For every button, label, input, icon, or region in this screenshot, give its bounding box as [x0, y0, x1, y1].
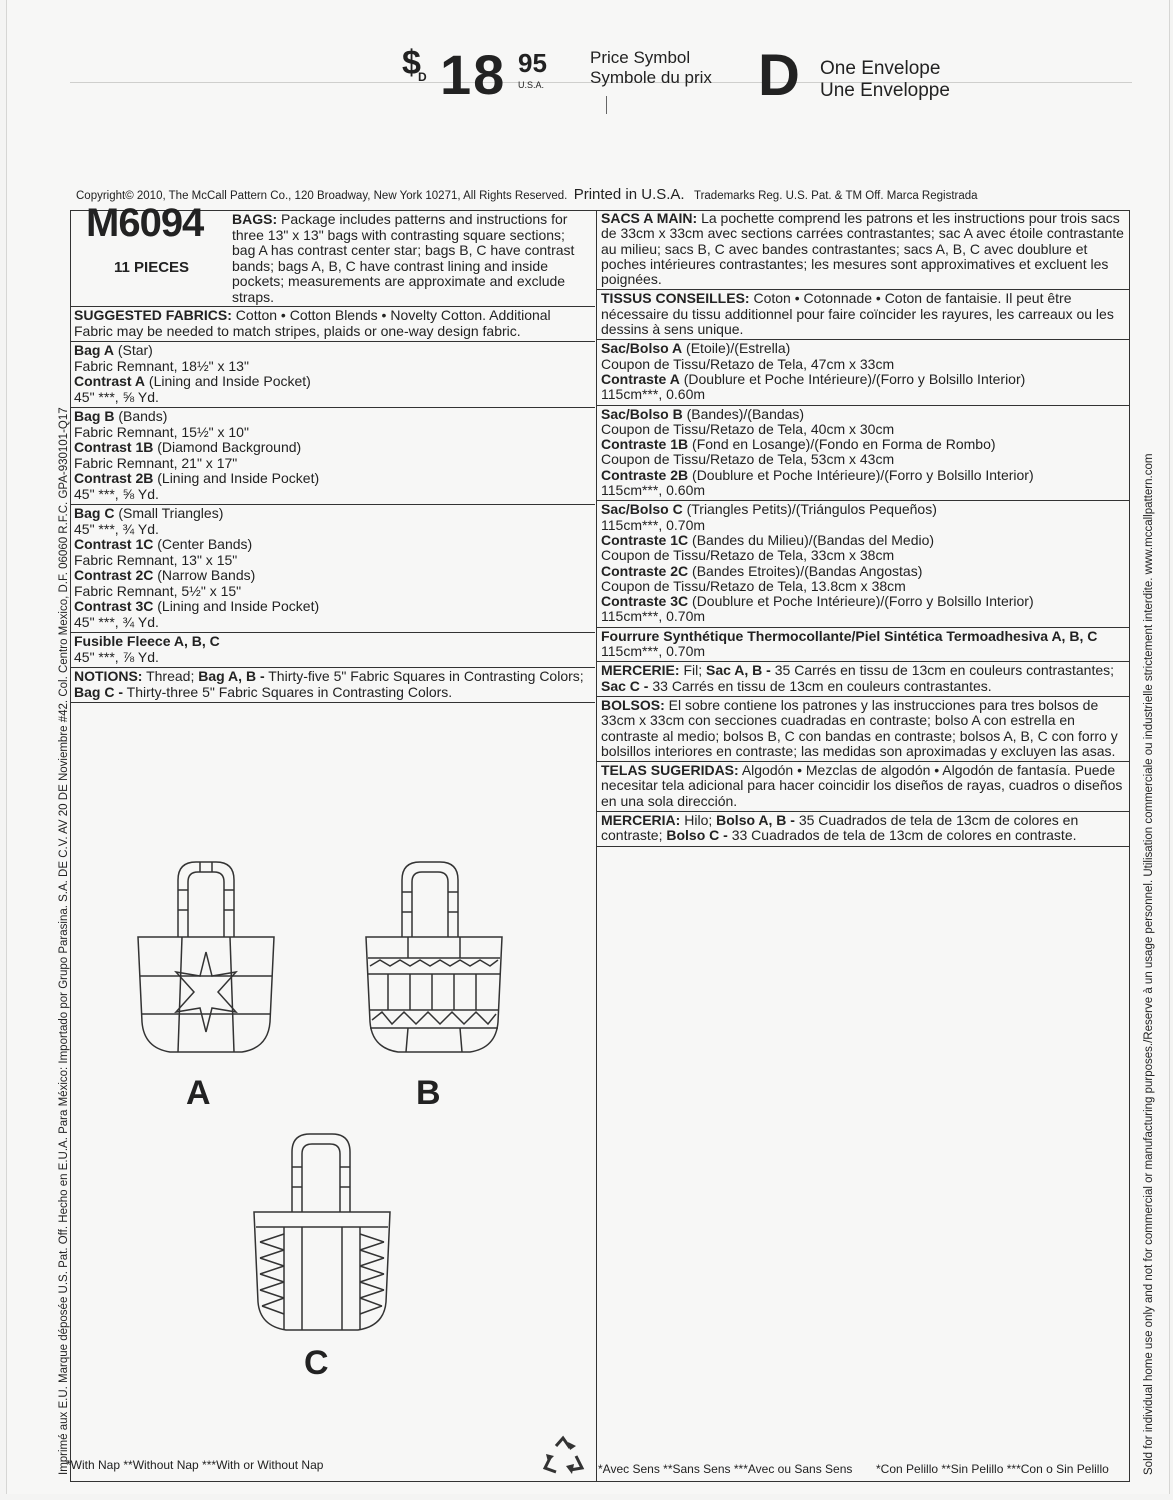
- yardage-line: [601, 341, 1127, 356]
- yardage-line-label: Fusible Fleece A, B, C: [74, 633, 220, 649]
- bag-label-c: C: [304, 1344, 329, 1382]
- yardage-line-text: (Bandes du Milieu)/(Bandas del Medio): [688, 531, 935, 548]
- yardage-line-label: Contrast A: [74, 373, 146, 389]
- price-currency: D: [418, 70, 427, 84]
- pattern-code: M6094: [86, 201, 204, 245]
- yardage-line: [601, 483, 1127, 498]
- yardage-line-text: (Doublure et Poche Intérieure)/(Forro y Bolsillo Interior): [688, 466, 1034, 483]
- yardage-line-label: Bag B: [74, 408, 115, 424]
- yardage-line-text: 115cm***, 0.60m: [601, 386, 706, 403]
- recycle-icon: [540, 1436, 586, 1476]
- yardage-block: [597, 406, 1130, 502]
- tissus-text: Coton • Cotonnade • Coton de fantaisie. Il peut être nécessaire du tissu additionnel pour faire coïncider les rayures, les carreaux ou les dessins à sens unique.: [601, 290, 1114, 338]
- merceria-bolso-ab: Bolso A, B -: [716, 811, 795, 828]
- footnote-pelillo: *Con Pelillo **Sin Pelillo ***Con o Sin Pelillo: [876, 1462, 1109, 1476]
- yardage-line-text: (Diamond Background): [153, 439, 302, 455]
- pattern-header: [70, 201, 595, 307]
- bag-drawings: [70, 712, 596, 1452]
- yardage-line-label: Contraste 3C: [601, 593, 689, 610]
- bag-illustrations: [70, 712, 596, 1452]
- bags-label: BAGS:: [232, 211, 278, 227]
- yardage-line-text: 115cm***, 0.70m: [601, 643, 706, 660]
- yardage-line: [601, 387, 1127, 402]
- price-symbol-letter: D: [758, 43, 800, 108]
- yardage-line-text: (Lining and Inside Pocket): [153, 598, 320, 614]
- yardage-line-text: Coupon de Tissu/Retazo de Tela, 13.8cm x 38cm: [601, 577, 906, 594]
- yardage-line: [601, 357, 1127, 372]
- yardage-line-label: Contraste 1B: [601, 436, 689, 453]
- yardage-line-text: Fabric Remnant, 5½" x 15": [74, 582, 242, 599]
- copyright-text: Copyright© 2010, The McCall Pattern Co., 120 Broadway, New York 10271, All Rights Reserved.: [76, 190, 568, 202]
- bags-text: Package includes patterns and instructions for three 13" x 13" bags with contrasting square sections; bag A has contrast center star; bags B, C have contrast bands; bags A, B, C have contrast lining and inside pockets; measurements are approximate and exclude straps.: [232, 211, 575, 305]
- yardage-line-text: 45" ***, ¾ Yd.: [74, 520, 159, 537]
- yardage-line: [601, 533, 1127, 548]
- yardage-block: [70, 408, 595, 505]
- copyright-line: [76, 186, 978, 203]
- yardage-line: [74, 471, 592, 487]
- yardage-line: [74, 456, 592, 472]
- envelope-count-fr: Une Enveloppe: [820, 80, 950, 101]
- notions-text-ab: Thirty-five 5" Fabric Squares in Contrasting Colors;: [264, 668, 584, 684]
- yardage-line-label: Contrast 1C: [74, 536, 154, 552]
- bag-c-drawing: [254, 1134, 390, 1330]
- mercerie-sac-c: Sac C -: [601, 677, 649, 694]
- yardage-line-text: (Lining and Inside Pocket): [145, 373, 311, 389]
- yardage-line-label: Contrast 2B: [74, 470, 154, 486]
- yardage-line: [601, 644, 1127, 659]
- yardage-block: [70, 505, 595, 633]
- yardage-line-text: Fabric Remnant, 15½" x 10": [74, 423, 249, 440]
- yardage-line-label: Contrast 2C: [74, 567, 154, 583]
- yardage-line-text: Coupon de Tissu/Retazo de Tela, 53cm x 43cm: [601, 451, 895, 468]
- bolsos-label: BOLSOS:: [601, 696, 665, 713]
- yardage-block: [597, 501, 1130, 627]
- telas-text: Algodón • Mezclas de algodón • Algodón de fantasía. Puede necesitar tela adicional para hacer coincidir los diseños de rayas, cuadros o diseños en una sola dirección.: [601, 762, 1123, 809]
- footnote-nap: *With Nap **Without Nap ***With or Without Nap: [66, 1458, 324, 1472]
- yardage-line-label: Sac/Bolso A: [601, 340, 683, 357]
- notions-label: NOTIONS:: [74, 668, 143, 684]
- price-header: [400, 40, 1100, 108]
- yardage-line-label: Sac/Bolso B: [601, 405, 683, 422]
- yardage-line: [601, 579, 1127, 594]
- merceria: [597, 812, 1130, 847]
- yardage-line: [74, 425, 592, 441]
- yardage-line: [74, 537, 592, 553]
- yardage-line-text: 45" ***, ¾ Yd.: [74, 613, 159, 630]
- yardage-line-label: Contrast 1B: [74, 439, 154, 455]
- footnote-sens: *Avec Sens **Sans Sens ***Avec ou Sans Sens: [598, 1462, 853, 1476]
- bags-description: [232, 212, 592, 305]
- yardage-line: [601, 564, 1127, 579]
- envelope-count-en: One Envelope: [820, 58, 941, 79]
- yardage-line-text: (Fond en Losange)/(Fondo en Forma de Rombo): [688, 436, 996, 453]
- yardage-line-label: Contraste 2C: [601, 562, 689, 579]
- notions-bag-c: Bag C -: [74, 683, 123, 700]
- flap-notch: [606, 96, 607, 114]
- yardage-line-text: 45" ***, ⅝ Yd.: [74, 388, 159, 405]
- yardage-sections: [70, 342, 595, 668]
- printed-in: Printed in U.S.A.: [573, 186, 685, 203]
- pattern-pieces: 11 PIECES: [114, 259, 190, 276]
- yardage-line: [74, 568, 592, 584]
- yardage-line: [74, 650, 592, 666]
- sacs-a-main: [597, 210, 1130, 290]
- yardage-line-text: Coupon de Tissu/Retazo de Tela, 33cm x 38cm: [601, 547, 895, 564]
- yardage-line-text: Fabric Remnant, 18½" x 13": [74, 357, 249, 374]
- yardage-line: [74, 359, 592, 375]
- yardage-line-text: (Lining and Inside Pocket): [153, 470, 320, 486]
- yardage-line: [74, 506, 592, 522]
- yardage-line: [74, 390, 592, 406]
- notions-bag-ab: Bag A, B -: [198, 668, 265, 684]
- yardage-line: [74, 615, 592, 631]
- price-amount: 18: [440, 43, 507, 106]
- yardage-line-text: 45" ***, ⅝ Yd.: [74, 485, 159, 502]
- yardage-line-text: (Bandes Etroites)/(Bandas Angostas): [688, 562, 923, 579]
- yardage-block: [597, 340, 1130, 405]
- merceria-text-ab: 35 Cuadrados de tela de 13cm de colores en contraste;: [601, 811, 1079, 844]
- yardage-line: [601, 468, 1127, 483]
- mercerie-label: MERCERIE:: [601, 662, 680, 679]
- yardage-line: [74, 487, 592, 503]
- yardage-line: [74, 599, 592, 615]
- yardage-line: [74, 343, 592, 359]
- telas-label: TELAS SUGERIDAS:: [601, 762, 739, 779]
- fabrics-text: Cotton • Cotton Blends • Novelty Cotton. Additional Fabric may be needed to match stripes, plaids or one-way design fabric.: [74, 307, 551, 339]
- sacs-label: SACS A MAIN:: [601, 210, 698, 226]
- yardage-line-text: 115cm***, 0.60m: [601, 482, 706, 499]
- yardage-line-label: Contraste 2B: [601, 466, 689, 483]
- yardage-line: [74, 374, 592, 390]
- yardage-line-label: Contraste A: [601, 370, 680, 387]
- mercerie-text: Fil;: [679, 662, 707, 679]
- yardage-line-label: Contraste 1C: [601, 531, 689, 548]
- price-dollar-sign: $: [402, 44, 421, 82]
- yardage-line-label: Bag A: [74, 342, 114, 358]
- mercerie-sac-ab: Sac A, B -: [706, 662, 771, 679]
- yardage-line-text: (Center Bands): [153, 536, 253, 552]
- side-text-left: Imprimé aux E.U. Marque déposée U.S. Pat. Off. Hecho en E.U.A. Para México: Importado por Grupo Parasina. S.A. DE C.V. AV 20 DE Noviembre #42. Col. Centro Mexico, D.F. 06060 R.F.C. GPA-930101-Q17: [58, 407, 70, 1475]
- price-usa: U.S.A.: [518, 80, 545, 90]
- yardage-line-text: Coupon de Tissu/Retazo de Tela, 40cm x 30cm: [601, 420, 895, 437]
- merceria-text-c: 33 Cuadrados de tela de 13cm de colores en contraste.: [727, 827, 1077, 844]
- bag-label-b: B: [416, 1074, 441, 1112]
- yardage-line: [601, 372, 1127, 387]
- yardage-line-text: (Triangles Petits)/(Triángulos Pequeños): [682, 501, 937, 518]
- trademark-text: Trademarks Reg. U.S. Pat. & TM Off. Marca Registrada: [693, 190, 978, 202]
- price-cents: 95: [518, 48, 547, 78]
- yardage-line: [601, 594, 1127, 609]
- sacs-text: La pochette comprend les patrons et les instructions pour trois sacs de 33cm x 33cm avec sections carrées contrastantes; sac A avec étoile contrastante au milieu; sacs B, C avec bandes contrastantes; sacs A, B, C avec doublure et poches intérieures contrastantes; les mesures sont approximatives et excluent les poignées.: [601, 210, 1124, 288]
- mercerie-text-ab: 35 Carrés en tissu de 13cm en couleurs contrastantes;: [770, 662, 1115, 679]
- yardage-line: [601, 548, 1127, 563]
- yardage-line: [74, 584, 592, 600]
- bolsos: [597, 697, 1130, 762]
- bolsos-text: El sobre contiene los patrones y las instrucciones para tres bolsos de 33cm x 33cm con secciones cuadradas en contraste; bolso A con estrella en contraste al medio; bolsos B, C con bandas en contraste; bolsos A, B, C con forro y bolsillos interiores en contraste; las medidas son aproximadas y excluyen las asas.: [601, 696, 1118, 759]
- notions: [70, 668, 595, 703]
- tissus-label: TISSUS CONSEILLES:: [601, 290, 750, 307]
- yardage-block: [70, 633, 595, 668]
- merceria-label: MERCERIA:: [601, 811, 681, 828]
- yardage-line-text: Coupon de Tissu/Retazo de Tela, 47cm x 33cm: [601, 355, 895, 372]
- yardage-line-text: (Bands): [114, 408, 168, 424]
- price-symbol-label-en: Price Symbol: [590, 48, 691, 67]
- notions-text: Thread;: [142, 668, 199, 684]
- yardage-line-text: (Doublure et Poche Intérieure)/(Forro y Bolsillo Interior): [688, 593, 1034, 610]
- yardage-line: [601, 437, 1127, 452]
- yardage-line-text: 115cm***, 0.70m: [601, 516, 706, 533]
- yardage-line-label: Bag C: [74, 505, 115, 521]
- yardage-line-text: (Star): [113, 342, 153, 358]
- telas-sugeridas: [597, 762, 1130, 812]
- yardage-line: [74, 440, 592, 456]
- yardage-line: [601, 407, 1127, 422]
- yardage-line-text: (Etoile)/(Estrella): [682, 340, 791, 357]
- yardage-line-label: Fourrure Synthétique Thermocollante/Piel Sintética Termoadhesiva A, B, C: [601, 627, 1098, 644]
- yardage-line-label: Sac/Bolso C: [601, 501, 683, 518]
- fabrics-label: SUGGESTED FABRICS:: [74, 307, 232, 323]
- yardage-line-label: Contrast 3C: [74, 598, 154, 614]
- yardage-line-text: (Narrow Bands): [153, 567, 256, 583]
- yardage-line: [601, 629, 1127, 644]
- yardage-line: [74, 409, 592, 425]
- yardage-line: [601, 452, 1127, 467]
- yardage-line: [601, 609, 1127, 624]
- merceria-text: Hilo;: [680, 811, 717, 828]
- yardage-block: [70, 342, 595, 408]
- yardage-line: [74, 522, 592, 538]
- yardage-block: [597, 628, 1130, 663]
- tissus-conseilles: [597, 290, 1130, 340]
- bag-b-drawing: [366, 862, 502, 1052]
- yardage-line-text: Fabric Remnant, 13" x 15": [74, 551, 238, 568]
- yardage-line: [601, 422, 1127, 437]
- yardage-line: [601, 502, 1127, 517]
- metrage-sections: [597, 340, 1130, 662]
- yardage-line-text: (Small Triangles): [114, 505, 224, 521]
- mercerie: [597, 662, 1130, 697]
- bag-a-drawing: [138, 862, 274, 1052]
- english-column: [70, 201, 595, 703]
- yardage-line-text: 115cm***, 0.70m: [601, 608, 706, 625]
- side-text-right: Sold for individual home use only and not for commercial or manufacturing purposes./Reserve à un usage personnel. Utilisation commerciale ou industrielle strictement interdite. www.mccallpattern.com: [1143, 453, 1155, 1475]
- yardage-line-text: 45" ***, ⅞ Yd.: [74, 648, 159, 665]
- suggested-fabrics: [70, 307, 595, 342]
- yardage-line-text: (Bandes)/(Bandas): [682, 405, 805, 422]
- merceria-bolso-c: Bolso C -: [666, 827, 728, 844]
- yardage-line-text: (Doublure et Poche Intérieure)/(Forro y Bolsillo Interior): [679, 370, 1026, 387]
- mercerie-text-c: 33 Carrés en tissu de 13cm en couleurs contrastantes.: [648, 677, 992, 694]
- price-symbol-label-fr: Symbole du prix: [590, 68, 712, 87]
- yardage-line: [601, 518, 1127, 533]
- french-spanish-column: [596, 210, 1130, 1481]
- notions-text-c: Thirty-three 5" Fabric Squares in Contrasting Colors.: [123, 683, 453, 700]
- bag-label-a: A: [186, 1074, 211, 1112]
- yardage-line: [74, 634, 592, 650]
- yardage-line: [74, 553, 592, 569]
- yardage-line-text: Fabric Remnant, 21" x 17": [74, 454, 238, 471]
